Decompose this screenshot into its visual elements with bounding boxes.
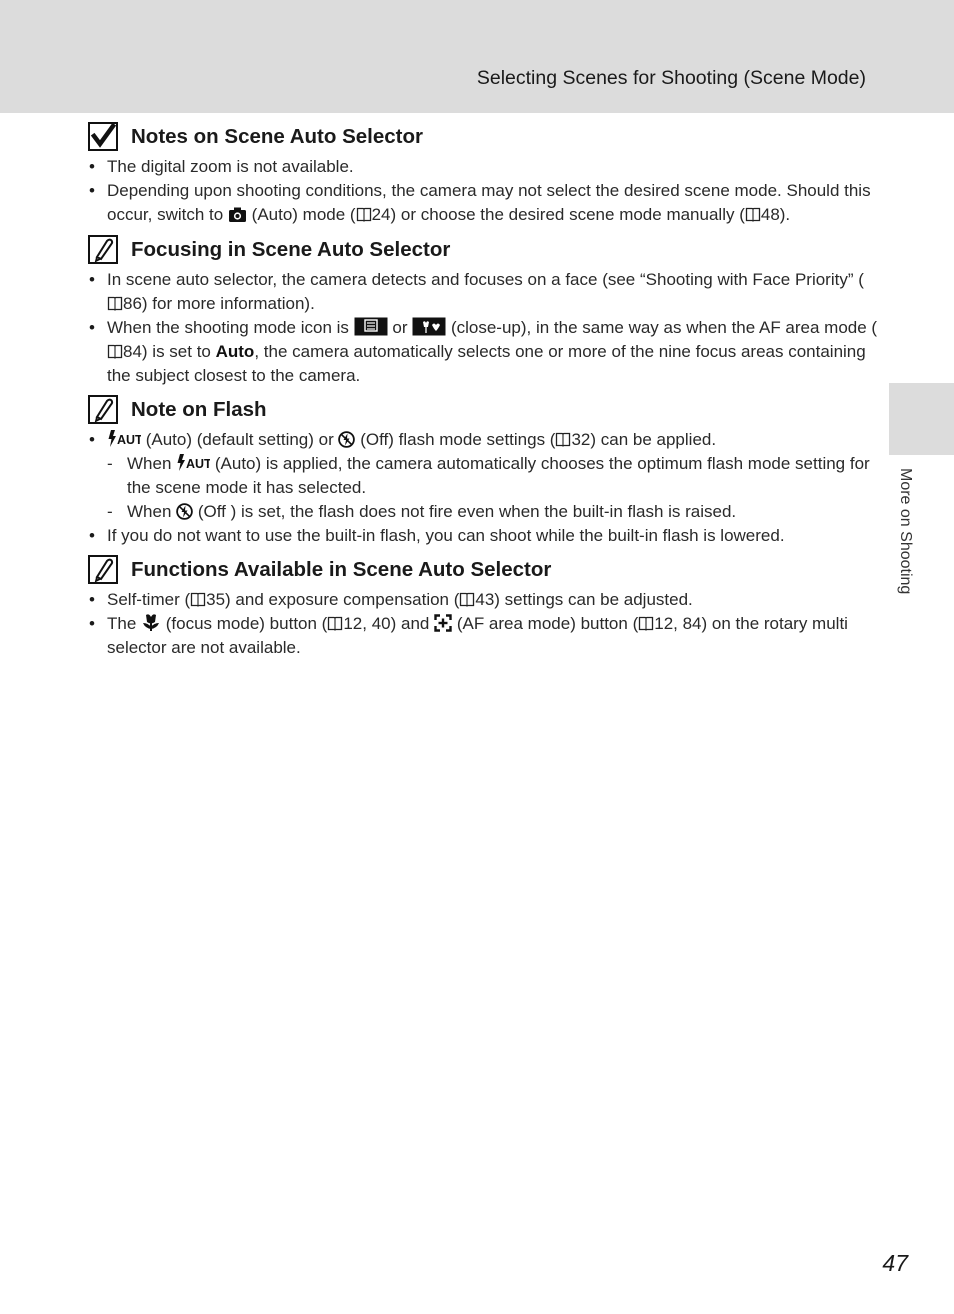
macro-tulip-icon (141, 613, 161, 632)
book-reference-icon (745, 206, 761, 223)
section-title: Notes on Scene Auto Selector (131, 125, 423, 148)
sub-list-item: - When (Off ) is set, the flash does not fire even when the built-in flash is raised. (107, 502, 737, 521)
section-title: Focusing in Scene Auto Selector (131, 238, 451, 261)
flash-off-icon (338, 431, 355, 448)
bullet-list (88, 588, 878, 660)
bullet-list (88, 268, 878, 388)
book-reference-icon (356, 206, 372, 223)
list-item: • If you do not want to use the built-in flash, you can shoot while the built-in flash is lowered. (89, 526, 785, 545)
section-title: Note on Flash (131, 398, 267, 421)
bullet-list (88, 428, 878, 548)
book-reference-icon (327, 615, 343, 632)
flash-auto-icon (176, 453, 210, 472)
book-reference-icon (638, 615, 654, 632)
book-reference-icon (107, 295, 123, 312)
list-item: • When the shooting mode icon is or (close-up), in the same way as when the AF area mode (84) is set to Auto, the camera automatically selects one or more of the nine focus areas containing the subject closest to the camera. (89, 318, 878, 385)
side-tab-label: More on Shooting (897, 468, 914, 595)
camera-icon (228, 206, 247, 223)
list-item: • Depending upon shooting conditions, the camera may not select the desired scene mode. Should this occur, switch to (Auto) mode ( 24) or choose the desired scene mode manually ( 48). (89, 181, 871, 224)
close-up-mode-icon (412, 317, 446, 336)
section-note-on-flash (88, 395, 878, 548)
list-item: • In scene auto selector, the camera detects and focuses on a face (see “Shooting with Face Priority” (86) for more information). (89, 270, 864, 313)
bullet-list (88, 155, 878, 227)
section-title: Functions Available in Scene Auto Selector (131, 558, 552, 581)
section-heading (88, 235, 878, 265)
list-item: • The (focus mode) button ( 12, 40) and (AF area mode) button ( 12, 84) on the rotary multi selector are not available. (89, 614, 848, 657)
list-item: • Self-timer ( 35) and exposure compensation ( 43) settings can be adjusted. (89, 590, 693, 609)
page-number: 47 (882, 1250, 908, 1276)
section-heading (88, 122, 878, 152)
flash-off-icon (176, 503, 193, 520)
book-reference-icon (107, 343, 123, 360)
scene-auto-selector-icon (354, 317, 388, 336)
check-icon (88, 122, 118, 151)
section-notes-scene-auto-selector (88, 122, 878, 227)
section-functions-available (88, 555, 878, 660)
flash-auto-icon (107, 429, 141, 448)
running-header-title: Selecting Scenes for Shooting (Scene Mode) (476, 67, 866, 89)
af-area-mode-icon (434, 614, 452, 632)
sub-list-item: - When (Auto) is applied, the camera automatically chooses the optimum flash mode setting for the scene mode it has selected. (107, 454, 870, 497)
list-item: • The digital zoom is not available. (89, 157, 354, 176)
book-reference-icon (555, 431, 571, 448)
section-heading (88, 555, 878, 585)
pencil-note-icon (88, 555, 118, 584)
list-item: • (Auto) (default setting) or (Off) flash mode settings ( 32) can be applied. (89, 430, 717, 449)
book-reference-icon (459, 591, 475, 608)
section-heading (88, 395, 878, 425)
book-reference-icon (190, 591, 206, 608)
pencil-note-icon (88, 235, 118, 264)
pencil-note-icon (88, 395, 118, 424)
side-thumb-tab (889, 383, 954, 455)
section-focusing-scene-auto-selector (88, 235, 878, 388)
header-band (0, 0, 954, 113)
